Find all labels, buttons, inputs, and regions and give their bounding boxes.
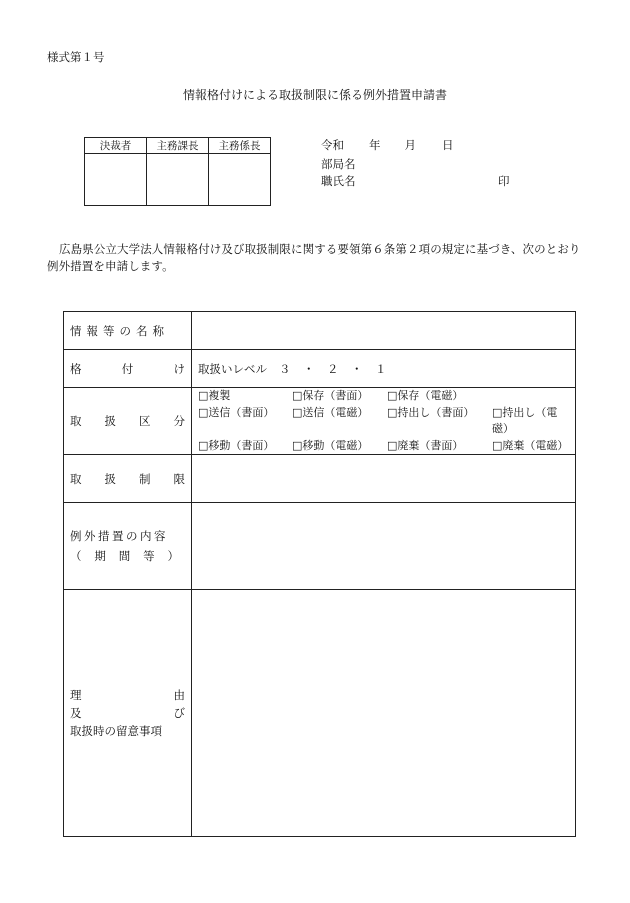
- form-number: 様式第１号: [47, 50, 105, 64]
- level-separator: ・: [303, 361, 315, 376]
- checkbox-move-paper[interactable]: □移動（書面）: [198, 439, 275, 452]
- level-prefix: 取扱いレベル: [198, 361, 267, 376]
- handling-category-row: [64, 388, 576, 455]
- year-label: 年: [369, 138, 381, 152]
- handling-category-options: [192, 388, 576, 455]
- handling-category-label: [64, 388, 192, 455]
- info-name-label: [64, 312, 192, 350]
- checkbox-dispose-electronic[interactable]: □廃棄（電磁）: [492, 439, 569, 452]
- exception-content-label: [64, 503, 192, 590]
- label-char: 期: [94, 549, 106, 563]
- label-char: 理: [70, 688, 82, 702]
- handling-restriction-field[interactable]: [192, 455, 576, 503]
- level-option-3[interactable]: ３: [279, 361, 291, 376]
- label-char: 区: [139, 414, 151, 428]
- exception-content-field[interactable]: [192, 503, 576, 590]
- rating-label: [64, 350, 192, 388]
- empty-cell: [492, 388, 569, 404]
- level-option-1[interactable]: １: [375, 361, 387, 376]
- checkbox-store-paper[interactable]: □保存（書面）: [292, 389, 369, 402]
- info-name-label-text: 情報等の名称: [70, 323, 169, 338]
- reason-row: [64, 590, 576, 837]
- checkbox-takeout-electronic[interactable]: □持出し（電磁）: [492, 406, 558, 435]
- approver-header: 決裁者: [85, 138, 147, 154]
- checkbox-send-electronic[interactable]: □送信（電磁）: [292, 406, 369, 419]
- rating-row: [64, 350, 576, 388]
- seal-mark: 印: [498, 174, 510, 188]
- info-name-row: [64, 312, 576, 350]
- checkbox-store-electronic[interactable]: □保存（電磁）: [387, 389, 464, 402]
- handling-restriction-row: [64, 455, 576, 503]
- exception-label-line1: 例外措置の内容: [70, 529, 168, 543]
- document-title: 情報格付けによる取扱制限に係る例外措置申請書: [182, 88, 447, 102]
- department-label: 部局名: [321, 157, 356, 171]
- era-label: 令和: [321, 138, 344, 152]
- label-char: 取: [70, 471, 82, 486]
- label-char: （: [70, 549, 82, 563]
- section-chief-header: 主務課長: [147, 138, 209, 154]
- label-char: 制: [139, 471, 151, 486]
- day-label: 日: [442, 138, 454, 152]
- label-char: 及: [70, 706, 82, 720]
- checkbox-dispose-paper[interactable]: □廃棄（書面）: [387, 439, 464, 452]
- reason-label: [64, 590, 192, 837]
- approver-stamp-cell[interactable]: [85, 154, 147, 206]
- subsection-chief-header: 主務係長: [209, 138, 271, 154]
- rating-label-char: 格: [70, 361, 82, 376]
- info-name-field[interactable]: [192, 312, 576, 350]
- application-date: [321, 137, 454, 153]
- rating-value: [192, 350, 576, 388]
- label-char: び: [173, 706, 185, 720]
- subsection-chief-stamp-cell[interactable]: [209, 154, 271, 206]
- rating-label-char: け: [173, 361, 185, 376]
- label-char: 取: [70, 414, 82, 428]
- label-char: ）: [167, 549, 179, 563]
- label-char: 扱: [104, 414, 116, 428]
- checkbox-move-electronic[interactable]: □移動（電磁）: [292, 439, 369, 452]
- label-char: 分: [173, 414, 185, 428]
- label-char: 間: [118, 549, 131, 563]
- intro-paragraph: 広島県公立大学法人情報格付け及び取扱制限に関する要領第６条第２項の規定に基づき、次のとおり例外措置を申請します。: [47, 242, 581, 273]
- level-separator: ・: [351, 361, 363, 376]
- handling-restriction-label: [64, 455, 192, 503]
- checkbox-takeout-paper[interactable]: □持出し（書面）: [387, 406, 475, 419]
- level-option-2[interactable]: ２: [327, 361, 339, 376]
- checkbox-send-paper[interactable]: □送信（書面）: [198, 406, 275, 419]
- approval-stamp-table: [84, 137, 271, 206]
- section-chief-stamp-cell[interactable]: [147, 154, 209, 206]
- label-char: 扱: [104, 471, 116, 486]
- position-name-label: 職氏名: [321, 174, 356, 188]
- reason-field[interactable]: [192, 590, 576, 837]
- reason-label-line3: 取扱時の留意事項: [70, 724, 162, 738]
- label-char: 限: [173, 471, 185, 486]
- month-label: 月: [404, 138, 416, 152]
- application-form-table: [63, 311, 576, 837]
- label-char: 等: [143, 549, 155, 563]
- label-char: 由: [173, 688, 185, 702]
- checkbox-copy[interactable]: □複製: [198, 389, 231, 402]
- rating-label-char: 付: [121, 361, 134, 376]
- exception-content-row: [64, 503, 576, 590]
